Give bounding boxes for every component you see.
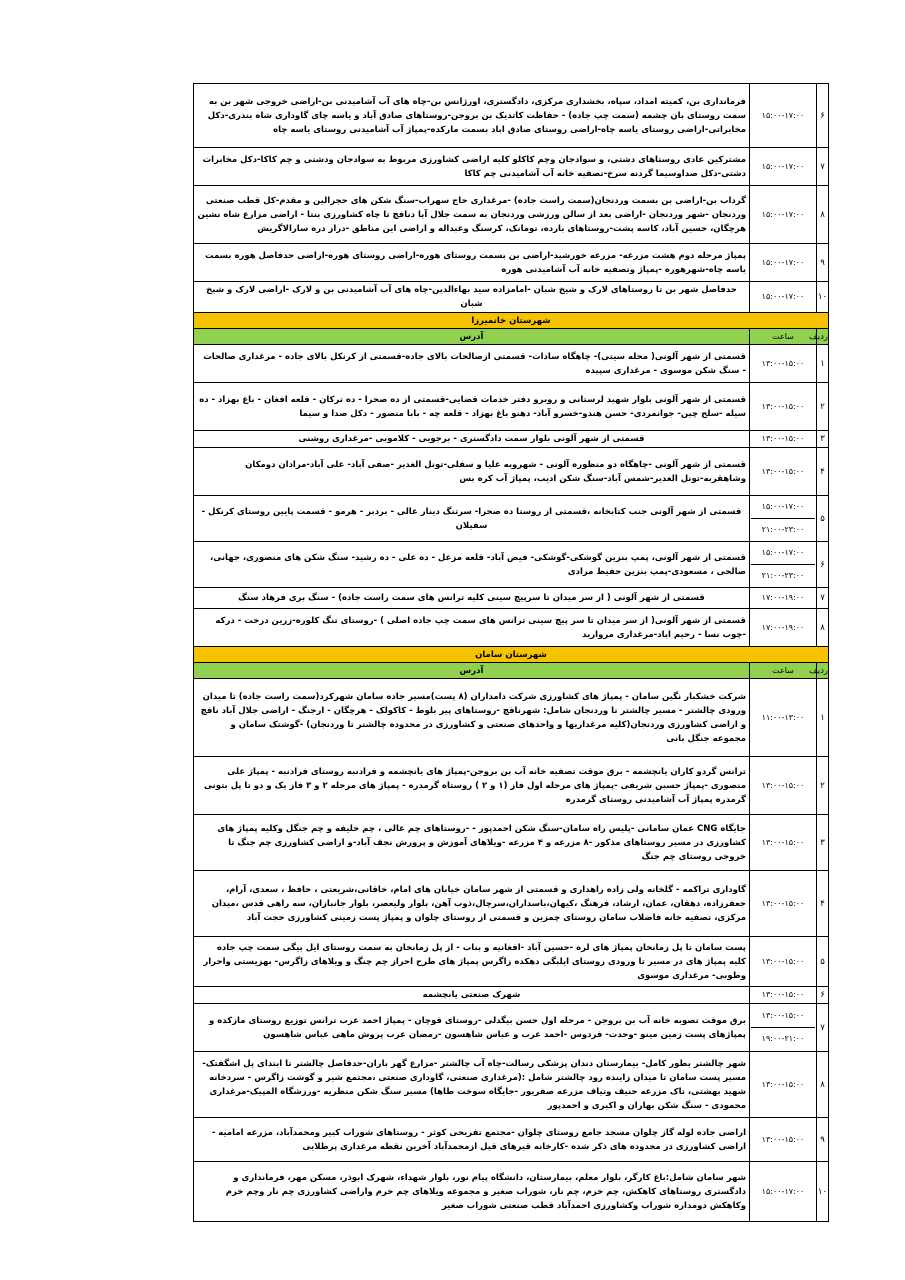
outage-address: پست سامان تا پل زمانخان پمپاژ های لره -حسین آباد -افغانیه و بناب - از پل زمانخان به سمت روستای ایل بیگی سمت چپ جاده کلیه پمپاژ های در مسیر تا ورودی روستای ایلبگی دهکده زاگرس پمپاژ های طرح احراز چم چنگ و ویلاهای زاگرس- بهزیستی واحرار وطوبی- مرغداری موسوی xyxy=(194,937,750,987)
outage-time: ۱۳:۰۰-۱۵:۰۰ xyxy=(761,466,805,476)
row-number: ۸ xyxy=(817,1052,829,1118)
outage-time-cell xyxy=(750,757,817,815)
outage-address: شهرک صنعتی یانچشمه xyxy=(194,987,750,1004)
outage-time-cell xyxy=(750,345,817,383)
outage-address: پمپاژ مرحله دوم هشت مزرعه- مزرعه خورشید-اراضی بن بسمت روستای هوره-اراضی روستای هوره-اراضی حدفاصل هوره بسمت یاسه چاه-شهرهوره -پمپاژ وتصفیه خانه آب آشامیدنی هوره xyxy=(194,244,750,282)
table-row xyxy=(194,542,829,588)
outage-address: گرداب بن-اراضی بن بسمت وردنجان(سمت راست جاده) -مرغداری حاج سهراب-سنگ شکن های حجرالین و مقدم-کل قطب صنعتی وردنجان -شهر وردنجان -اراضی بعد از سالن ورزشی وردنجان به سمت جلال آبا دنافچ تا چاه کشاورزی بنتا - اراضی مزارع شاه نشین هرچگان، حسین آباد، کاسه پشت-روستاهای بارده، تومانک، کرسنگ وعبداله و اراضی این مناطق -دراز دره سارالاگریش xyxy=(194,186,750,244)
row-number: ۶ xyxy=(817,987,829,1004)
outage-address: قسمتی از شهر آلونی جنب کتابخانه ،قسمتی از روستا ده صحرا- سرتنگ دینار عالی - بردبر - هرمو - قسمت پایین روستای کرنکل - سفیلان xyxy=(194,496,750,542)
outage-time-cell xyxy=(750,1162,817,1222)
outage-time: ۲۱:۰۰-۲۳:۰۰ xyxy=(751,518,815,541)
county-header xyxy=(194,313,829,329)
outage-time: ۱۵:۰۰-۱۷:۰۰ xyxy=(761,292,805,301)
outage-time-cell xyxy=(750,588,817,609)
outage-address: قسمتی از شهر آلونی بلوار سمت دادگستری - برجویی - کلاموبی -مرغداری روشنی xyxy=(194,431,750,448)
table-row xyxy=(194,186,829,244)
outage-time-cell xyxy=(750,148,817,186)
outage-time: ۱۵:۰۰-۱۷:۰۰ xyxy=(761,548,805,557)
county-header xyxy=(194,647,829,663)
outage-time-cell xyxy=(750,542,817,588)
col-header-row-number: ردیف xyxy=(817,663,829,679)
outage-time-cell xyxy=(750,1052,817,1118)
outage-schedule-table xyxy=(193,83,829,1222)
outage-time-cell xyxy=(750,609,817,647)
col-header-address: آدرس xyxy=(194,329,750,345)
outage-address: قسمتی از شهر آلونی -چاهگاه دو منظوره آلونی - شهرویه علیا و سفلی-تونل الغدیر -صفی آباد- علی آباد-مرادان دومکان وشاهقربه-تونل الغدیر-شمس آباد-سنگ شکن ادیب، پمپاژ آب کره بس xyxy=(194,448,750,496)
table-row xyxy=(194,588,829,609)
outage-time: ۲۱:۰۰-۲۳:۰۰ xyxy=(751,564,815,587)
outage-time-cell xyxy=(750,1004,817,1052)
row-number: ۹ xyxy=(817,244,829,282)
outage-time-cell xyxy=(750,282,817,313)
column-header-row xyxy=(194,329,829,345)
row-number: ۸ xyxy=(817,609,829,647)
table-row xyxy=(194,84,829,148)
table-row xyxy=(194,1162,829,1222)
outage-time: ۱۳:۰۰-۱۵:۰۰ xyxy=(761,956,805,966)
row-number: ۵ xyxy=(817,496,829,542)
outage-time: ۱۱:۰۰-۱۳:۰۰ xyxy=(761,712,805,722)
table-row xyxy=(194,148,829,186)
county-name: شهرستان خانمیرزا xyxy=(194,313,829,329)
outage-time: ۱۳:۰۰-۱۵:۰۰ xyxy=(761,401,805,411)
outage-time: ۱۳:۰۰-۱۵:۰۰ xyxy=(761,434,805,443)
table-row xyxy=(194,282,829,313)
row-number: ۵ xyxy=(817,937,829,987)
outage-time: ۱۵:۰۰-۱۷:۰۰ xyxy=(761,257,805,267)
outage-address: شرکت خشکبار نگین سامان - پمپاژ های کشاورزی شرکت دامداران (۸ پست)مسیر جاده سامان شهرکرد(سمت راست جاده) تا میدان ورودی چالشتر - مسیر چالشتر تا وردنجان شامل: شهرنافچ -روستاهای پیر بلوط - کاکولک - هرچگان - ارجنگ - اراضی جلال آباد نافچ و اراضی کشاورزی وردنجان(کلیه مرغداریها و واحدهای صنعتی و کشاورزی در محدوده چالشتر تا وردنجان) -گوشتک سامان و مجموعه جنگل بانی xyxy=(194,679,750,757)
col-header-address: آدرس xyxy=(194,663,750,679)
row-number: ۶ xyxy=(817,542,829,588)
outage-time: ۱۷:۰۰-۱۹:۰۰ xyxy=(761,593,805,602)
column-header-row xyxy=(194,663,829,679)
outage-address: قسمتی از شهر آلونی، پمپ بنزین گوشکی-گوشکی- فیض آباد- قلعه مزعل - ده علی - ده رشید- سنگ شکن های منصوری، جهانی، صالحی ، مسعودی-پمپ بنزین حفیظ مرادی xyxy=(194,542,750,588)
col-header-time: ساعت xyxy=(750,329,817,345)
row-number: ۲ xyxy=(817,383,829,431)
outage-time-cell xyxy=(750,244,817,282)
outage-time-cell xyxy=(750,871,817,937)
row-number: ۳ xyxy=(817,815,829,871)
row-number: ۴ xyxy=(817,871,829,937)
row-number: ۳ xyxy=(817,431,829,448)
row-number: ۸ xyxy=(817,186,829,244)
col-header-row-number: ردیف xyxy=(817,329,829,345)
outage-address: جایگاه CNG عمان سامانی -پلیس راه سامان-سنگ شکن احمدپور - -روستاهای چم عالی ، چم خلیفه و چم جنگل وکلیه پمپاژ های کشاورزی در مسیر روستاهای مذکور -۸ مزرعه و ۴ مزرعه -ویلاهای آموزش و پرورش نجف آباد-و اراضی کشاورزی چم جنگ تا خروجی روستای چم جنگ xyxy=(194,815,750,871)
outage-time: ۱۳:۰۰-۱۵:۰۰ xyxy=(761,990,805,999)
outage-address: شهر سامان شامل:باغ کارگر، بلوار معلم، بیمارستان، دانشگاه پیام نور، بلوار شهداء، شهرک ابوذر، مسکن مهر، فرمانداری و دادگستری روستاهای کاهکش، چم خرم، چم نار، شوراب صغیر و مجموعه ویلاهای چم خرم واراضی کشاورزی چم نار وچم خرم وکاهکش دومداره شوراب وکشاورزی احمدآباد قطب صنعتی شوراب صغیر xyxy=(194,1162,750,1222)
outage-address: قسمتی از شهر آلونی( محله سیتی)- چاهگاه سادات- قسمتی ازصالحات بالای جاده-قسمتی از کرنکل بالای جاده - مرغداری صالحات - سنگ شکن موسوی - مرغداری سپیده xyxy=(194,345,750,383)
outage-time: ۱۳:۰۰-۱۵:۰۰ xyxy=(761,780,805,790)
row-number: ۱ xyxy=(817,679,829,757)
outage-address: گاوداری تراکمه - گلخانه ولی زاده راهداری و قسمتی از شهر سامان خیابان های امام، خاقانی،شریعتی ، حافظ ، سعدی، آرام، جعفرزاده، دهقان، عمان، ارشاد، فرهنگ ،کیهان،باسداران،سرچال،ذوب آهن، بلوار ولیعصر، بلوار جانبازان، سه راهی قدس ،میدان مرکزی، تصفیه خانه فاضلاب سامان روستای چمزین و قسمتی از روستای چلوان و پمپاژ پست زمینی کشاورزی حجت آباد xyxy=(194,871,750,937)
county-name: شهرستان سامان xyxy=(194,647,829,663)
outage-address: قسمتی از شهر آلونی ( از سر میدان تا سرپیچ سینی کلیه ترانس های سمت راست جاده) - سنگ بری فرهاد سنگ xyxy=(194,588,750,609)
outage-time-cell xyxy=(750,448,817,496)
outage-time: ۱۳:۰۰-۱۵:۰۰ xyxy=(761,898,805,908)
table-row xyxy=(194,937,829,987)
outage-time: ۱۵:۰۰-۱۷:۰۰ xyxy=(761,502,805,511)
outage-time: ۱۵:۰۰-۱۷:۰۰ xyxy=(761,161,805,171)
table-row xyxy=(194,383,829,431)
table-row xyxy=(194,609,829,647)
outage-time: ۱۷:۰۰-۱۹:۰۰ xyxy=(761,622,805,632)
outage-address: ترانس گردو کاران یانچشمه - برق موقت تصفیه خانه آب بن بروجن-پمپاژ های یانچشمه و فرادنبه روستای فرادنبه - پمپاژ علی منصوری -پمپاژ حسین شریفی -پمپاژ های مرحله اول فاز (۱ و ۲ ) روستاه گرمدره - پمپاژ های مرحله ۲ و ۳ فاز یک و دو تا پل بتونی گرمدره پمپاژ آب آشامیدنی روستای گرمدره xyxy=(194,757,750,815)
row-number: ۱ xyxy=(817,345,829,383)
row-number: ۲ xyxy=(817,757,829,815)
row-number: ۷ xyxy=(817,148,829,186)
table-row xyxy=(194,431,829,448)
outage-time-cell xyxy=(750,815,817,871)
outage-address: قسمتی از شهر آلونی بلوار شهید لرستانی و روبرو دفتر خدمات قضایی-قسمتی از ده صحرا - ده ترکان - قلعه افغان - باغ بهزاد - ده سیله -سلح چین- جوانمردی- حسن هندو-خسرو آباد- دهنو باغ بهزاد - قلعه چه - بابا منصور - دکل صدا و سیما xyxy=(194,383,750,431)
outage-time-cell xyxy=(750,987,817,1004)
outage-time-cell xyxy=(750,679,817,757)
outage-time: ۱۳:۰۰-۱۵:۰۰ xyxy=(761,358,805,368)
table-row xyxy=(194,1118,829,1162)
outage-time-cell xyxy=(750,431,817,448)
row-number: ۶ xyxy=(817,84,829,148)
table-row xyxy=(194,345,829,383)
table-row xyxy=(194,987,829,1004)
table-row xyxy=(194,244,829,282)
row-number: ۱۰ xyxy=(817,1162,829,1222)
row-number: ۹ xyxy=(817,1118,829,1162)
outage-time-cell xyxy=(750,937,817,987)
outage-time: ۱۵:۰۰-۱۷:۰۰ xyxy=(761,209,805,219)
outage-address: حدفاصل شهر بن تا روستاهای لارک و شیخ شبان -امامزاده سید بهاءالدین-چاه های آب آشامیدنی بن و لارک -اراضی لارک و شیخ شبان xyxy=(194,282,750,313)
outage-time: ۱۳:۰۰-۱۵:۰۰ xyxy=(761,1079,805,1089)
table-row xyxy=(194,496,829,542)
outage-address: قسمتی از شهر آلونی( از سر میدان تا سر پیچ سینی ترانس های سمت چپ جاده اصلی ) -روستای تنگ کلوره-زرین درخت - درکه -چوب نسا - رحیم اباد-مرغداری مروارید xyxy=(194,609,750,647)
outage-address: فرمانداری بن، کمیته امداد، سپاه، بخشداری مرکزی، دادگستری، اورژانس بن-چاه های آب آشامیدنی بن-اراضی خروجی شهر بن به سمت روستای بان چشمه (سمت چپ جاده) - حفاظت کاتدیک بن بروجن-روستاهای صادق آباد و یاسه چای گاوداری شاه بندری-دکل مخابراتی-اراضی روستای یاسه چاه-اراضی روستای صادق اباد بسمت مارکده-پمپاژ آب آشامیدنی روستای یاسه چاه xyxy=(194,84,750,148)
outage-time-cell xyxy=(750,186,817,244)
outage-time: ۱۹:۰۰-۲۱:۰۰ xyxy=(751,1027,815,1050)
table-row xyxy=(194,871,829,937)
outage-time-cell xyxy=(750,84,817,148)
outage-time-cell xyxy=(750,496,817,542)
row-number: ۴ xyxy=(817,448,829,496)
outage-address: مشترکین عادی روستاهای دشتی، و سوادجان وچم کاکلو کلیه اراضی کشاورزی مربوط به سوادجان ودشتی و چم کاکا-دکل مخابرات دشتی-دکل صداوسیما گردنه سرخ-تصفیه خانه آب آشامیدنی چم کاکا xyxy=(194,148,750,186)
outage-time: ۱۵:۰۰-۱۷:۰۰ xyxy=(761,110,805,120)
outage-address: شهر چالشتر بطور کامل- بیمارستان دندان پزشکی رسالت-چاه آب چالشتر -مزارع گهر باران-حدفاصل چالشتر تا ابتدای پل اشگفتک- مسیر پست سامان تا میدان زاینده رود چالشتر شامل :(مرغداری صنعتی، گاوداری صنعتی ،مجتمع شیر و گوشت زاگرس - سردخانه شهید بهشتی، تاک مزرعه حنیف وتیاف مزرعه صفریور -جایگاه سوخت طاها) مسیر سنگ شکن منظریه -ورزشگاه المپیک-مرغداری محمودی - سنگ شکن بهاران و اکبری و احمدپور xyxy=(194,1052,750,1118)
table-row xyxy=(194,757,829,815)
table-row xyxy=(194,679,829,757)
outage-time: ۱۳:۰۰-۱۵:۰۰ xyxy=(761,1011,805,1020)
outage-time-cell xyxy=(750,1118,817,1162)
outage-schedule-sheet xyxy=(193,83,829,1222)
col-header-time: ساعت xyxy=(750,663,817,679)
table-row xyxy=(194,815,829,871)
outage-address: برق موقت تصوبه خانه آب بن بروجن - مرحله اول حسن بیگدلی -روستای قوچان - پمپاژ احمد عرب ترانس توزیع روستای مازکده و پمپاژهای پست زمین مینو -وحدت- فردوس -احمد عرب و عباس شاهسون -رمضان عرب پروش ماهی عباس شاهسون xyxy=(194,1004,750,1052)
table-row xyxy=(194,1052,829,1118)
outage-address: اراضی جاده لوله گاز چلوان مسجد جامع روستای چلوان -مجتمع تفریحی کوثر - روستاهای شوراب کبیر ومحمدآباد، مزرعه امامیه - اراضی کشاورزی در محدوده های ذکر شده -کارخانه قیرهای قیل ازمحمدآباد آخرین نقطه مرغداری پرطلایی xyxy=(194,1118,750,1162)
row-number: ۱۰ xyxy=(817,282,829,313)
table-row xyxy=(194,448,829,496)
row-number: ۷ xyxy=(817,1004,829,1052)
outage-time: ۱۵:۰۰-۱۷:۰۰ xyxy=(761,1186,805,1196)
outage-time: ۱۳:۰۰-۱۵:۰۰ xyxy=(761,837,805,847)
table-row xyxy=(194,1004,829,1052)
row-number: ۷ xyxy=(817,588,829,609)
outage-time: ۱۳:۰۰-۱۵:۰۰ xyxy=(761,1134,805,1144)
outage-time-cell xyxy=(750,383,817,431)
